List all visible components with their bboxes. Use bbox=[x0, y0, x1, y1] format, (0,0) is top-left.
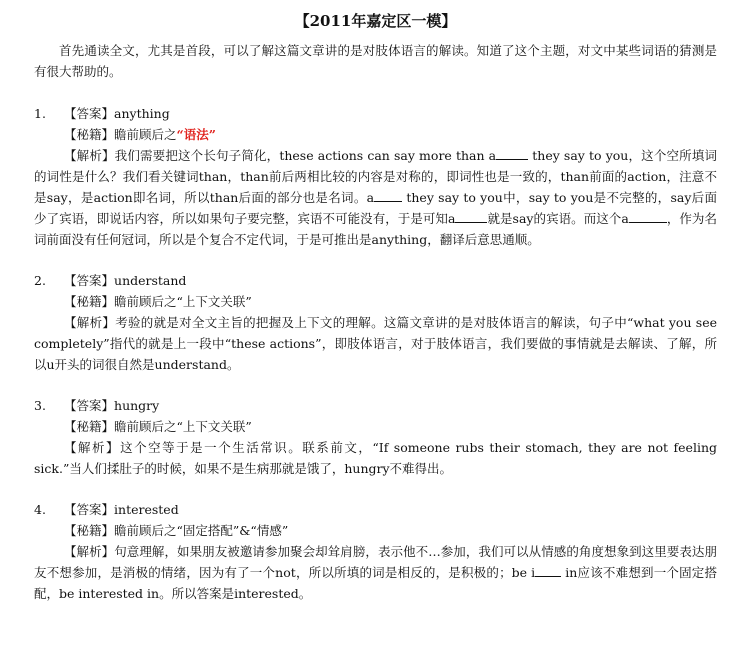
secret-text: 瞻前顾后之“上下文关联” bbox=[114, 418, 252, 434]
analysis-text: 我们需要把这个长句子简化，these actions can say more than a bbox=[114, 148, 497, 163]
secret-text: 瞻前顾后之 bbox=[114, 126, 177, 142]
item-number: 4. bbox=[34, 502, 46, 517]
analysis-text: they say to you，这个空所填词的词性是什么？我们看关键词than，than前后两相比较的内容是对称的，即词性也是一致的，than前面的action，注意不是say，是action即名词，所以than后面的部分也是名词。a bbox=[34, 148, 717, 205]
secret-highlight: “语法” bbox=[176, 126, 216, 142]
answer-item-3 bbox=[34, 396, 717, 479]
answer-value: anything bbox=[114, 106, 170, 121]
answer-label: 【答案】 bbox=[64, 273, 115, 288]
answer-label: 【答案】 bbox=[64, 398, 115, 413]
analysis-text: in应该不难想到一个固定搭配，be interested in。所以答案是interested。 bbox=[34, 565, 717, 601]
blank-line bbox=[455, 210, 487, 223]
answer-label: 【答案】 bbox=[64, 106, 115, 121]
intro-paragraph: 首先通读全文，尤其是首段，可以了解这篇文章讲的是对肢体语言的解读。知道了这个主题，对文中某些词语的猜测是有很大帮助的。 bbox=[34, 43, 717, 79]
item-number: 1. bbox=[34, 106, 46, 121]
answer-value: interested bbox=[114, 502, 179, 517]
blank-line bbox=[496, 147, 528, 160]
item-number: 2. bbox=[34, 273, 46, 288]
secret-label: 【秘籍】 bbox=[64, 522, 115, 538]
analysis-paragraph bbox=[34, 312, 717, 375]
secret-text: 瞻前顾后之“固定搭配”&“情感” bbox=[114, 522, 289, 538]
analysis-label: 【解析】 bbox=[64, 148, 115, 163]
answer-value: hungry bbox=[114, 398, 160, 413]
blank-line bbox=[629, 210, 667, 223]
answer-item-4 bbox=[34, 500, 717, 604]
analysis-text: 就是say的宾语。而这个a bbox=[487, 211, 629, 226]
answer-value: understand bbox=[114, 273, 187, 288]
analysis-paragraph bbox=[34, 541, 717, 604]
analysis-label: 【解析】 bbox=[64, 544, 115, 559]
analysis-text: 考验的就是对全文主旨的把握及上下文的理解。这篇文章讲的是对肢体语言的解读，句子中“what you see completely”指代的就是上一段中“these actions”，即肢体语言，对于肢体语言，我们要做的事情就是去解读、了解，所以u开头的词很自然是understand。 bbox=[34, 315, 717, 372]
analysis-paragraph bbox=[34, 145, 717, 250]
analysis-text: 句意理解，如果朋友被邀请参加聚会却耸肩膀，表示他不…参加，我们可以从情感的角度想象到这里要表达朋友不想参加，是消极的情绪，因为有了一个not，所以所填的词是相反的，是积极的；be i bbox=[34, 544, 717, 580]
analysis-label: 【解析】 bbox=[64, 440, 121, 455]
secret-label: 【秘籍】 bbox=[64, 126, 115, 142]
page-title: 【2011年嘉定区一模】 bbox=[294, 12, 457, 30]
analysis-text: they say to you中，say to you是不完整的，say后面少了宾语，即说话内容，所以如果句子要完整，宾语不可能没有，于是可知a bbox=[34, 190, 717, 226]
item-number: 3. bbox=[34, 398, 46, 413]
analysis-text: 这个空等于是一个生活常识。联系前文，“If someone rubs their stomach, they are not feeling sick.”当人们揉肚子的时候，如果不是生病那就是饿了，hungry不难得出。 bbox=[34, 440, 717, 476]
answer-label: 【答案】 bbox=[64, 502, 115, 517]
answer-item-2 bbox=[34, 271, 717, 375]
analysis-paragraph bbox=[34, 437, 717, 479]
analysis-text: ，作为名词前面没有任何冠词，所以是个复合不定代词，于是可推出是anything，翻译后意思通顺。 bbox=[34, 211, 717, 247]
answer-item-1 bbox=[34, 104, 717, 250]
secret-label: 【秘籍】 bbox=[64, 293, 115, 309]
analysis-label: 【解析】 bbox=[64, 315, 116, 330]
secret-text: 瞻前顾后之“上下文关联” bbox=[114, 293, 252, 309]
secret-label: 【秘籍】 bbox=[64, 418, 115, 434]
blank-line bbox=[374, 189, 402, 202]
blank-line bbox=[535, 564, 561, 577]
